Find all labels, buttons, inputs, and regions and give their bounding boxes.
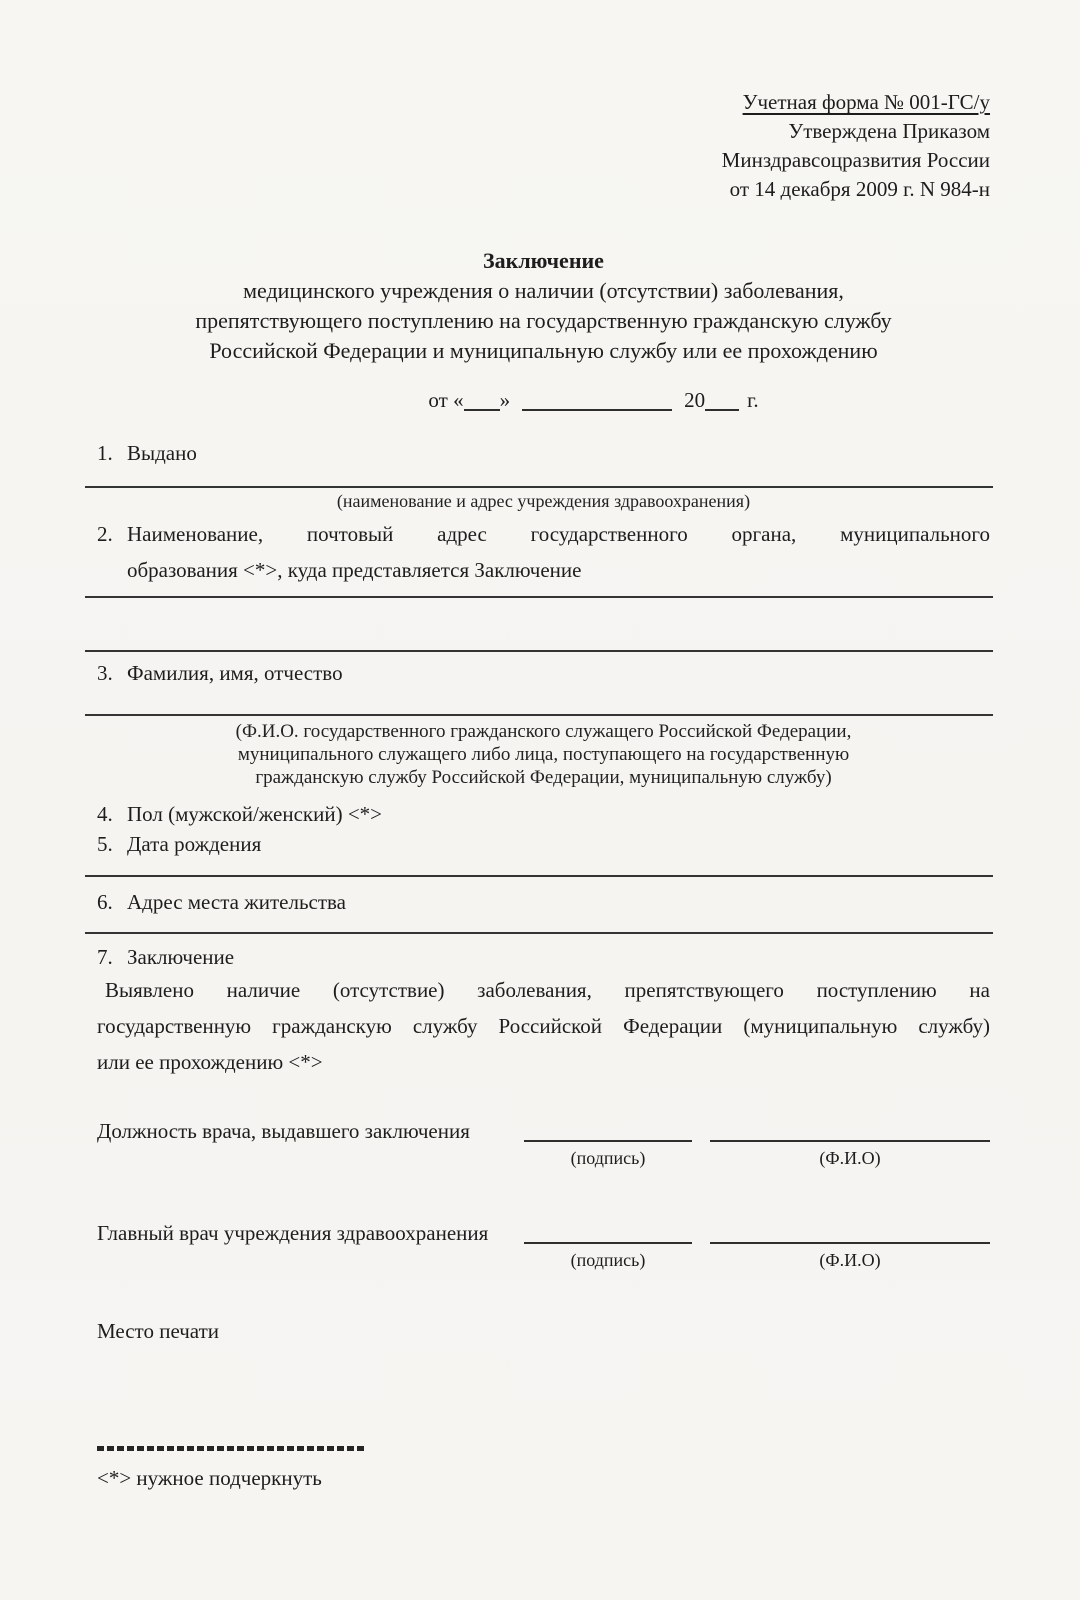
issue-date-row [97,388,990,418]
item-4-number: 4. [97,802,113,826]
chief-doctor-signature-label: Главный врач учреждения здравоохранения [97,1221,489,1245]
year-blank [705,389,739,411]
item-3 [97,658,990,688]
item-2-line-1: Наименование, почтовый адрес государственного органа, муниципального [127,522,990,546]
item-3-label: Фамилия, имя, отчество [127,661,343,685]
fill-line-address [85,932,993,934]
conclusion-line-3: или ее прохождению <*> [97,1050,323,1074]
item-6-number: 6. [97,890,113,914]
document-title-block [97,246,990,366]
item-5-number: 5. [97,832,113,856]
item-1-label: Выдано [127,441,197,465]
issuer-caption: (наименование и адрес учреждения здравоохранения) [336,491,751,511]
form-header [97,88,990,204]
document-title: Заключение [483,248,604,273]
fio-caption-line-3: гражданскую службу Российской Федерации, муниципальную службу) [255,767,832,788]
conclusion-line-1: Выявлено наличие (отсутствие) заболевания, препятствующего поступлению на [105,978,990,1002]
fill-line-birth-date [85,875,993,877]
order-date-line: от 14 декабря 2009 г. N 984-н [729,177,990,201]
item-1-number: 1. [97,441,113,465]
conclusion-paragraph [97,972,990,1080]
doctor-signature-captions [97,1146,990,1174]
doctor-fio-caption: (Ф.И.О) [819,1148,881,1168]
item-5-label: Дата рождения [127,832,262,856]
date-century: 20 [684,388,706,412]
chief-doctor-signature-blank [524,1242,692,1244]
doctor-sign-caption: (подпись) [570,1148,646,1168]
doctor-signature-block [97,1112,990,1174]
item-3-number: 3. [97,661,113,685]
doctor-signature-label: Должность врача, выдавшего заключения [97,1119,470,1143]
chief-doctor-signature-block [97,1214,990,1276]
title-line-2: медицинского учреждения о наличии (отсутствии) заболевания, [243,278,844,303]
fill-line-authority-2 [85,650,993,652]
title-line-4: Российской Федерации и муниципальную службу или ее прохождению [209,338,878,363]
dashed-separator-line [97,1446,365,1451]
month-blank [522,389,672,411]
item-2-line-2: образования <*>, куда представляется Заключение [127,558,582,582]
item-4-label: Пол (мужской/женский) <*> [127,802,383,826]
fill-line-issuer [85,486,993,488]
item-7-number: 7. [97,945,113,969]
footnote-underline-note: <*> нужное подчеркнуть [97,1466,322,1490]
chief-doctor-sign-caption: (подпись) [570,1250,646,1270]
item-6 [97,887,990,917]
conclusion-line-2: государственную гражданскую службу Российской Федерации (муниципальную службу) [97,1014,990,1038]
fio-caption [97,720,990,789]
form-number-line: Учетная форма № 001-ГС/у [742,90,990,114]
date-suffix: г. [747,388,759,412]
item-5 [97,829,990,859]
fio-caption-line-2: муниципального служащего либо лица, поступающего на государственную [237,744,850,765]
approval-line: Утверждена Приказом [788,119,990,143]
day-blank [464,389,500,411]
date-prefix: от « [428,388,464,412]
chief-doctor-signature-row [97,1214,990,1248]
title-line-3: препятствующего поступлению на государственную гражданскую службу [195,308,892,333]
date-closing-quote: » [499,388,511,412]
chief-doctor-fio-caption: (Ф.И.О) [819,1250,881,1270]
fill-line-fio [85,714,993,716]
stamp-place-label: Место печати [97,1319,220,1343]
fio-caption-line-1: (Ф.И.О. государственного гражданского служащего Российской Федерации, [235,721,852,742]
item-6-label: Адрес места жительства [127,890,346,914]
item-7 [97,942,990,972]
chief-doctor-fio-blank [710,1242,990,1244]
item-2 [97,516,990,588]
item-4 [97,799,990,829]
doctor-signature-blank [524,1140,692,1142]
doctor-fio-blank [710,1140,990,1142]
doctor-signature-row [97,1112,990,1146]
chief-doctor-signature-captions [97,1248,990,1276]
item-1 [97,438,990,468]
item-2-number: 2. [97,522,113,546]
fill-line-authority-1 [85,596,993,598]
ministry-line: Минздравсоцразвития России [721,148,990,172]
item-7-label: Заключение [127,945,235,969]
